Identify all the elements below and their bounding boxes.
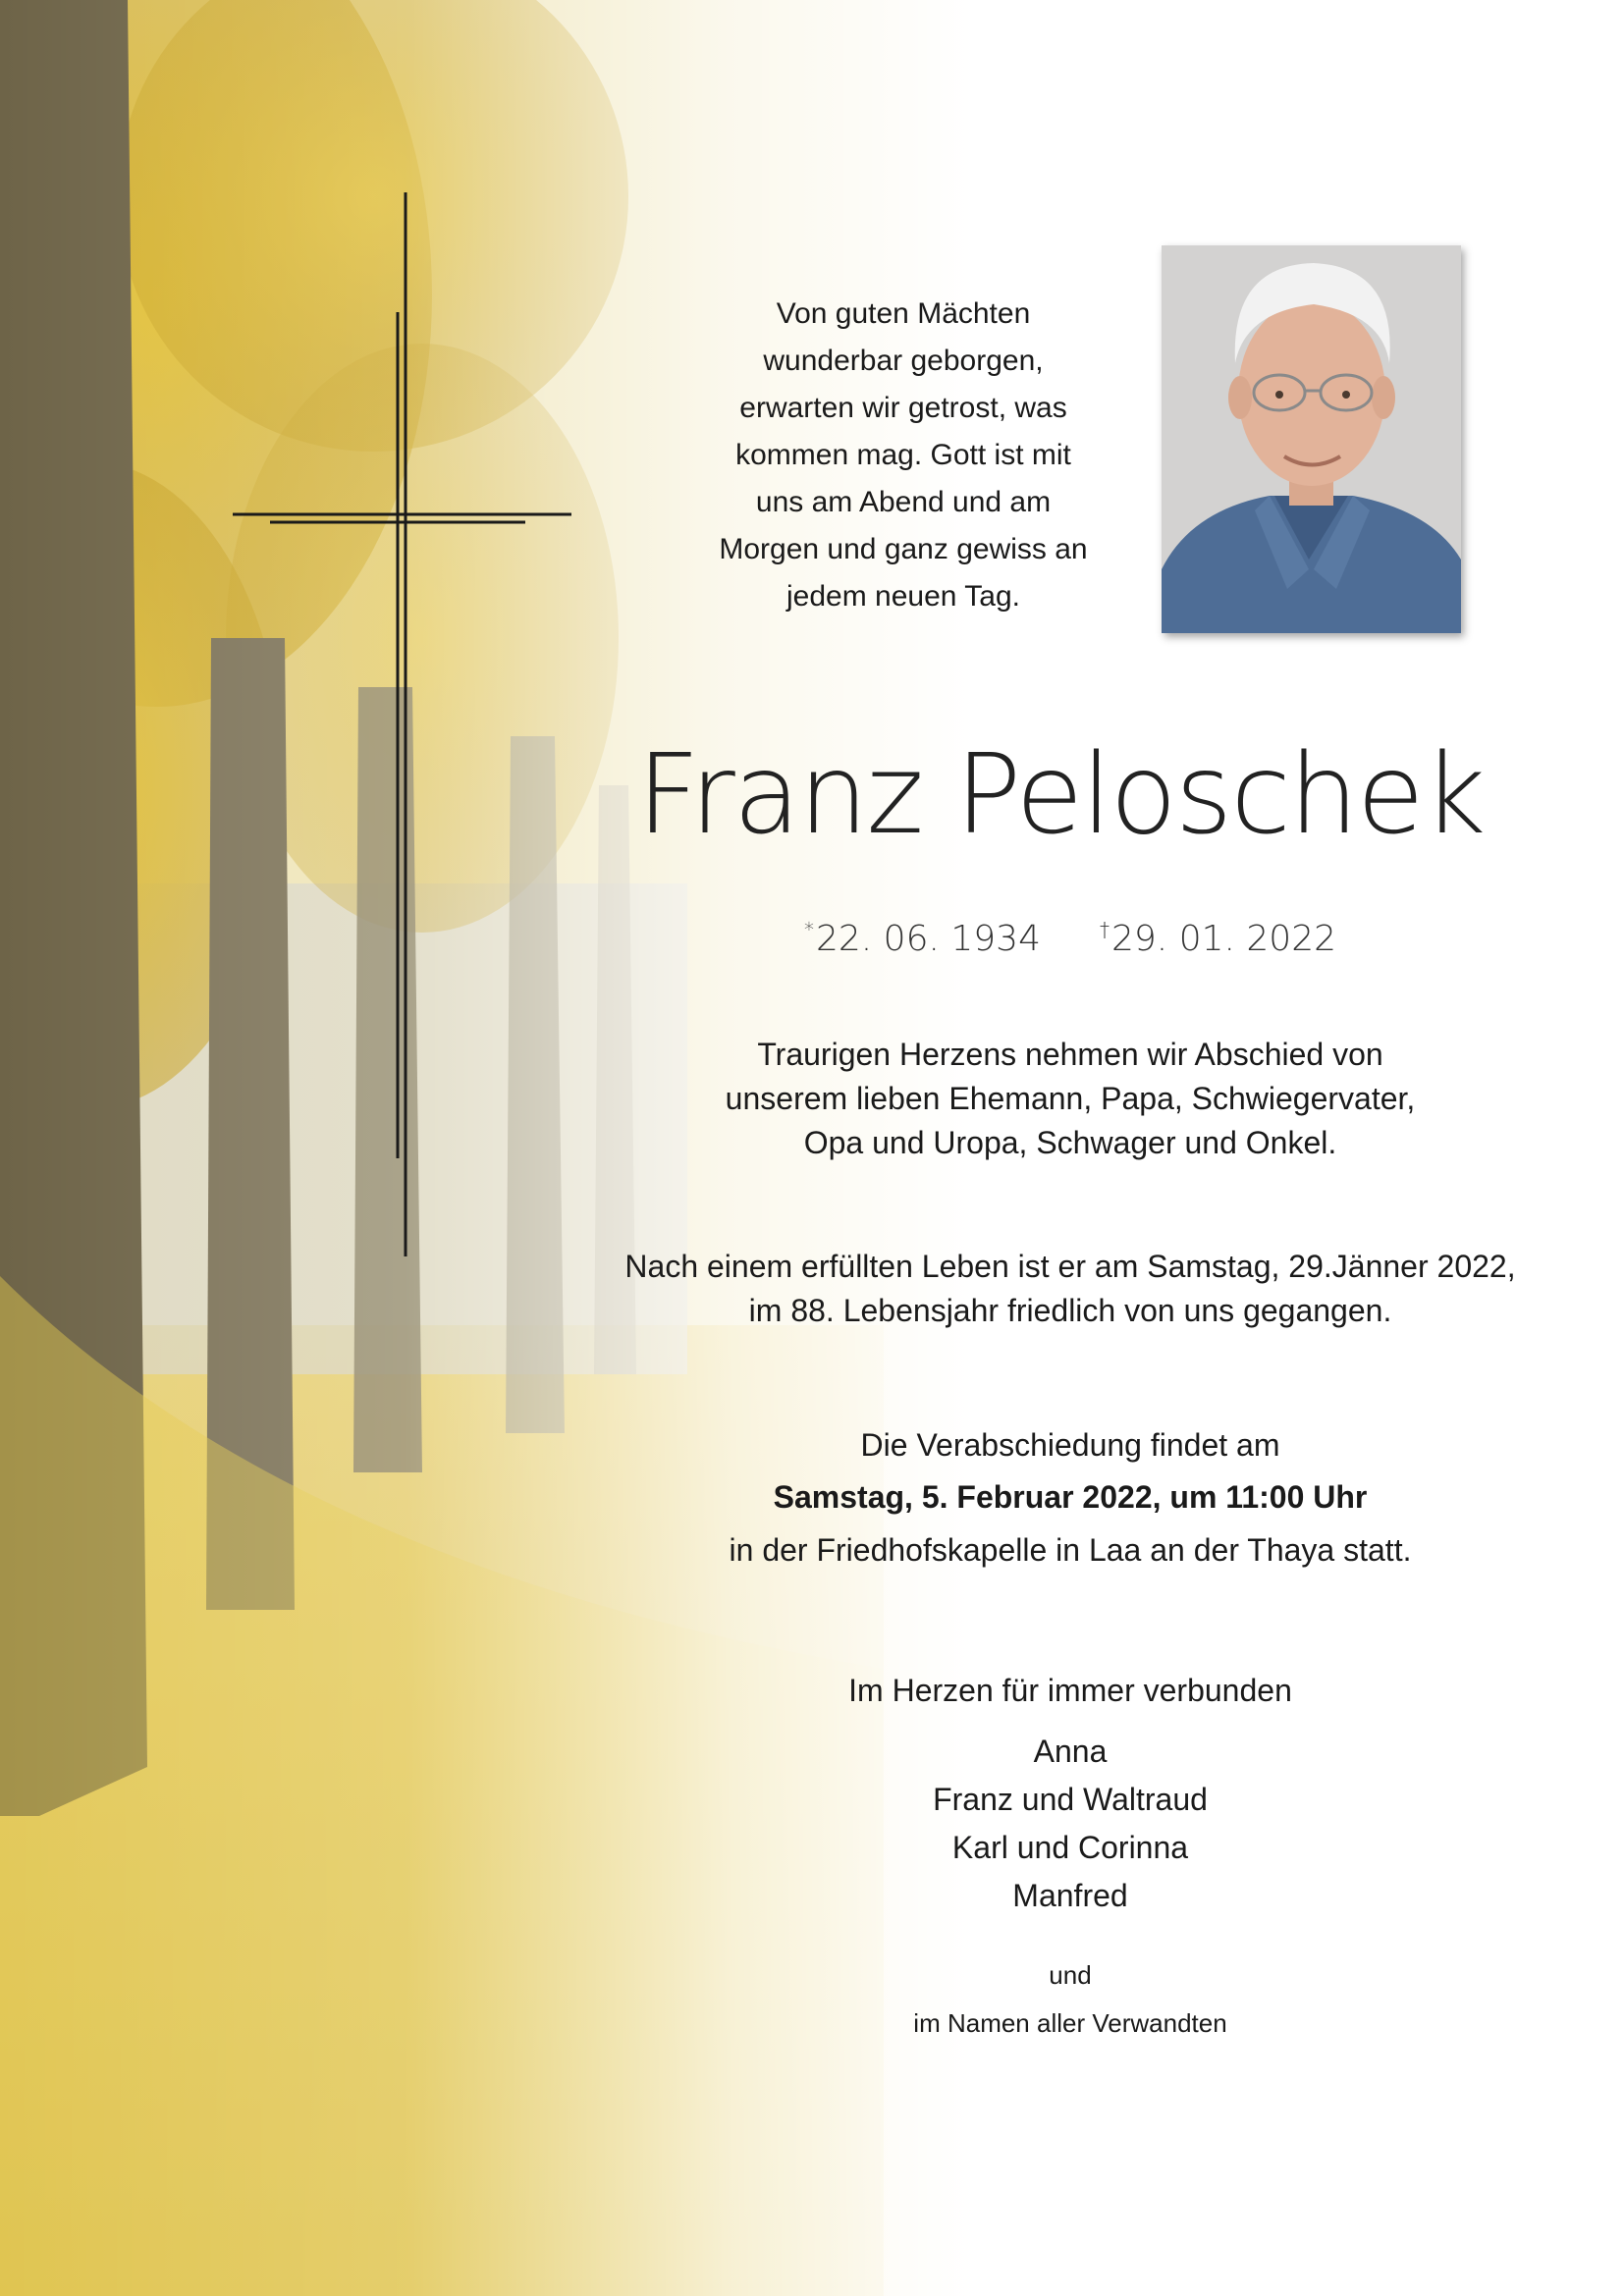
- mourners-heading: Im Herzen für immer verbunden: [848, 1673, 1292, 1708]
- funeral-intro: Die Verabschiedung findet am: [860, 1427, 1280, 1463]
- deceased-name: Franz Peloschek: [636, 731, 1485, 859]
- farewell-paragraph: [579, 1033, 1561, 1165]
- poem-line: uns am Abend und am: [755, 486, 1052, 518]
- poem-line: wunderbar geborgen,: [763, 345, 1044, 377]
- portrait-photo: [1162, 245, 1461, 633]
- funeral-location: in der Friedhofskapelle in Laa an der Thaya statt.: [729, 1532, 1412, 1568]
- mourner-name: Karl und Corinna: [951, 1830, 1189, 1865]
- mourner-name: Franz und Waltraud: [933, 1782, 1208, 1817]
- life-dates: [766, 918, 1375, 959]
- funeral-date-time: Samstag, 5. Februar 2022, um 11:00 Uhr: [773, 1479, 1368, 1515]
- death-symbol: †: [1100, 918, 1110, 941]
- text-line: Opa und Uropa, Schwager und Onkel.: [803, 1125, 1337, 1160]
- poem-line: kommen mag. Gott ist mit: [735, 439, 1071, 471]
- birth-date: 22. 06. 1934: [815, 919, 1041, 959]
- text-line: Traurigen Herzens nehmen wir Abschied von: [757, 1037, 1383, 1072]
- death-date: 29. 01. 2022: [1111, 919, 1337, 959]
- mourners-list: [776, 1728, 1365, 1920]
- mourner-name: Anna: [1033, 1734, 1108, 1769]
- relatives-text: im Namen aller Verwandten: [913, 2008, 1227, 2038]
- poem-line: Von guten Mächten: [776, 297, 1031, 330]
- birth-symbol: *: [803, 918, 814, 941]
- passing-paragraph: [569, 1245, 1571, 1333]
- poem-line: Morgen und ganz gewiss an: [719, 533, 1088, 565]
- text-line: Nach einem erfüllten Leben ist er am Samstag, 29.Jänner 2022,: [624, 1249, 1516, 1284]
- mourner-name: Manfred: [1012, 1878, 1128, 1913]
- poem-line: erwarten wir getrost, was: [739, 392, 1067, 424]
- conjunction-text: und: [1049, 1960, 1092, 1990]
- poem-line: jedem neuen Tag.: [786, 580, 1020, 613]
- poem-block: [648, 291, 1159, 620]
- text-line: im 88. Lebensjahr friedlich von uns gegangen.: [748, 1293, 1392, 1328]
- text-line: unserem lieben Ehemann, Papa, Schwiegervater,: [725, 1081, 1416, 1116]
